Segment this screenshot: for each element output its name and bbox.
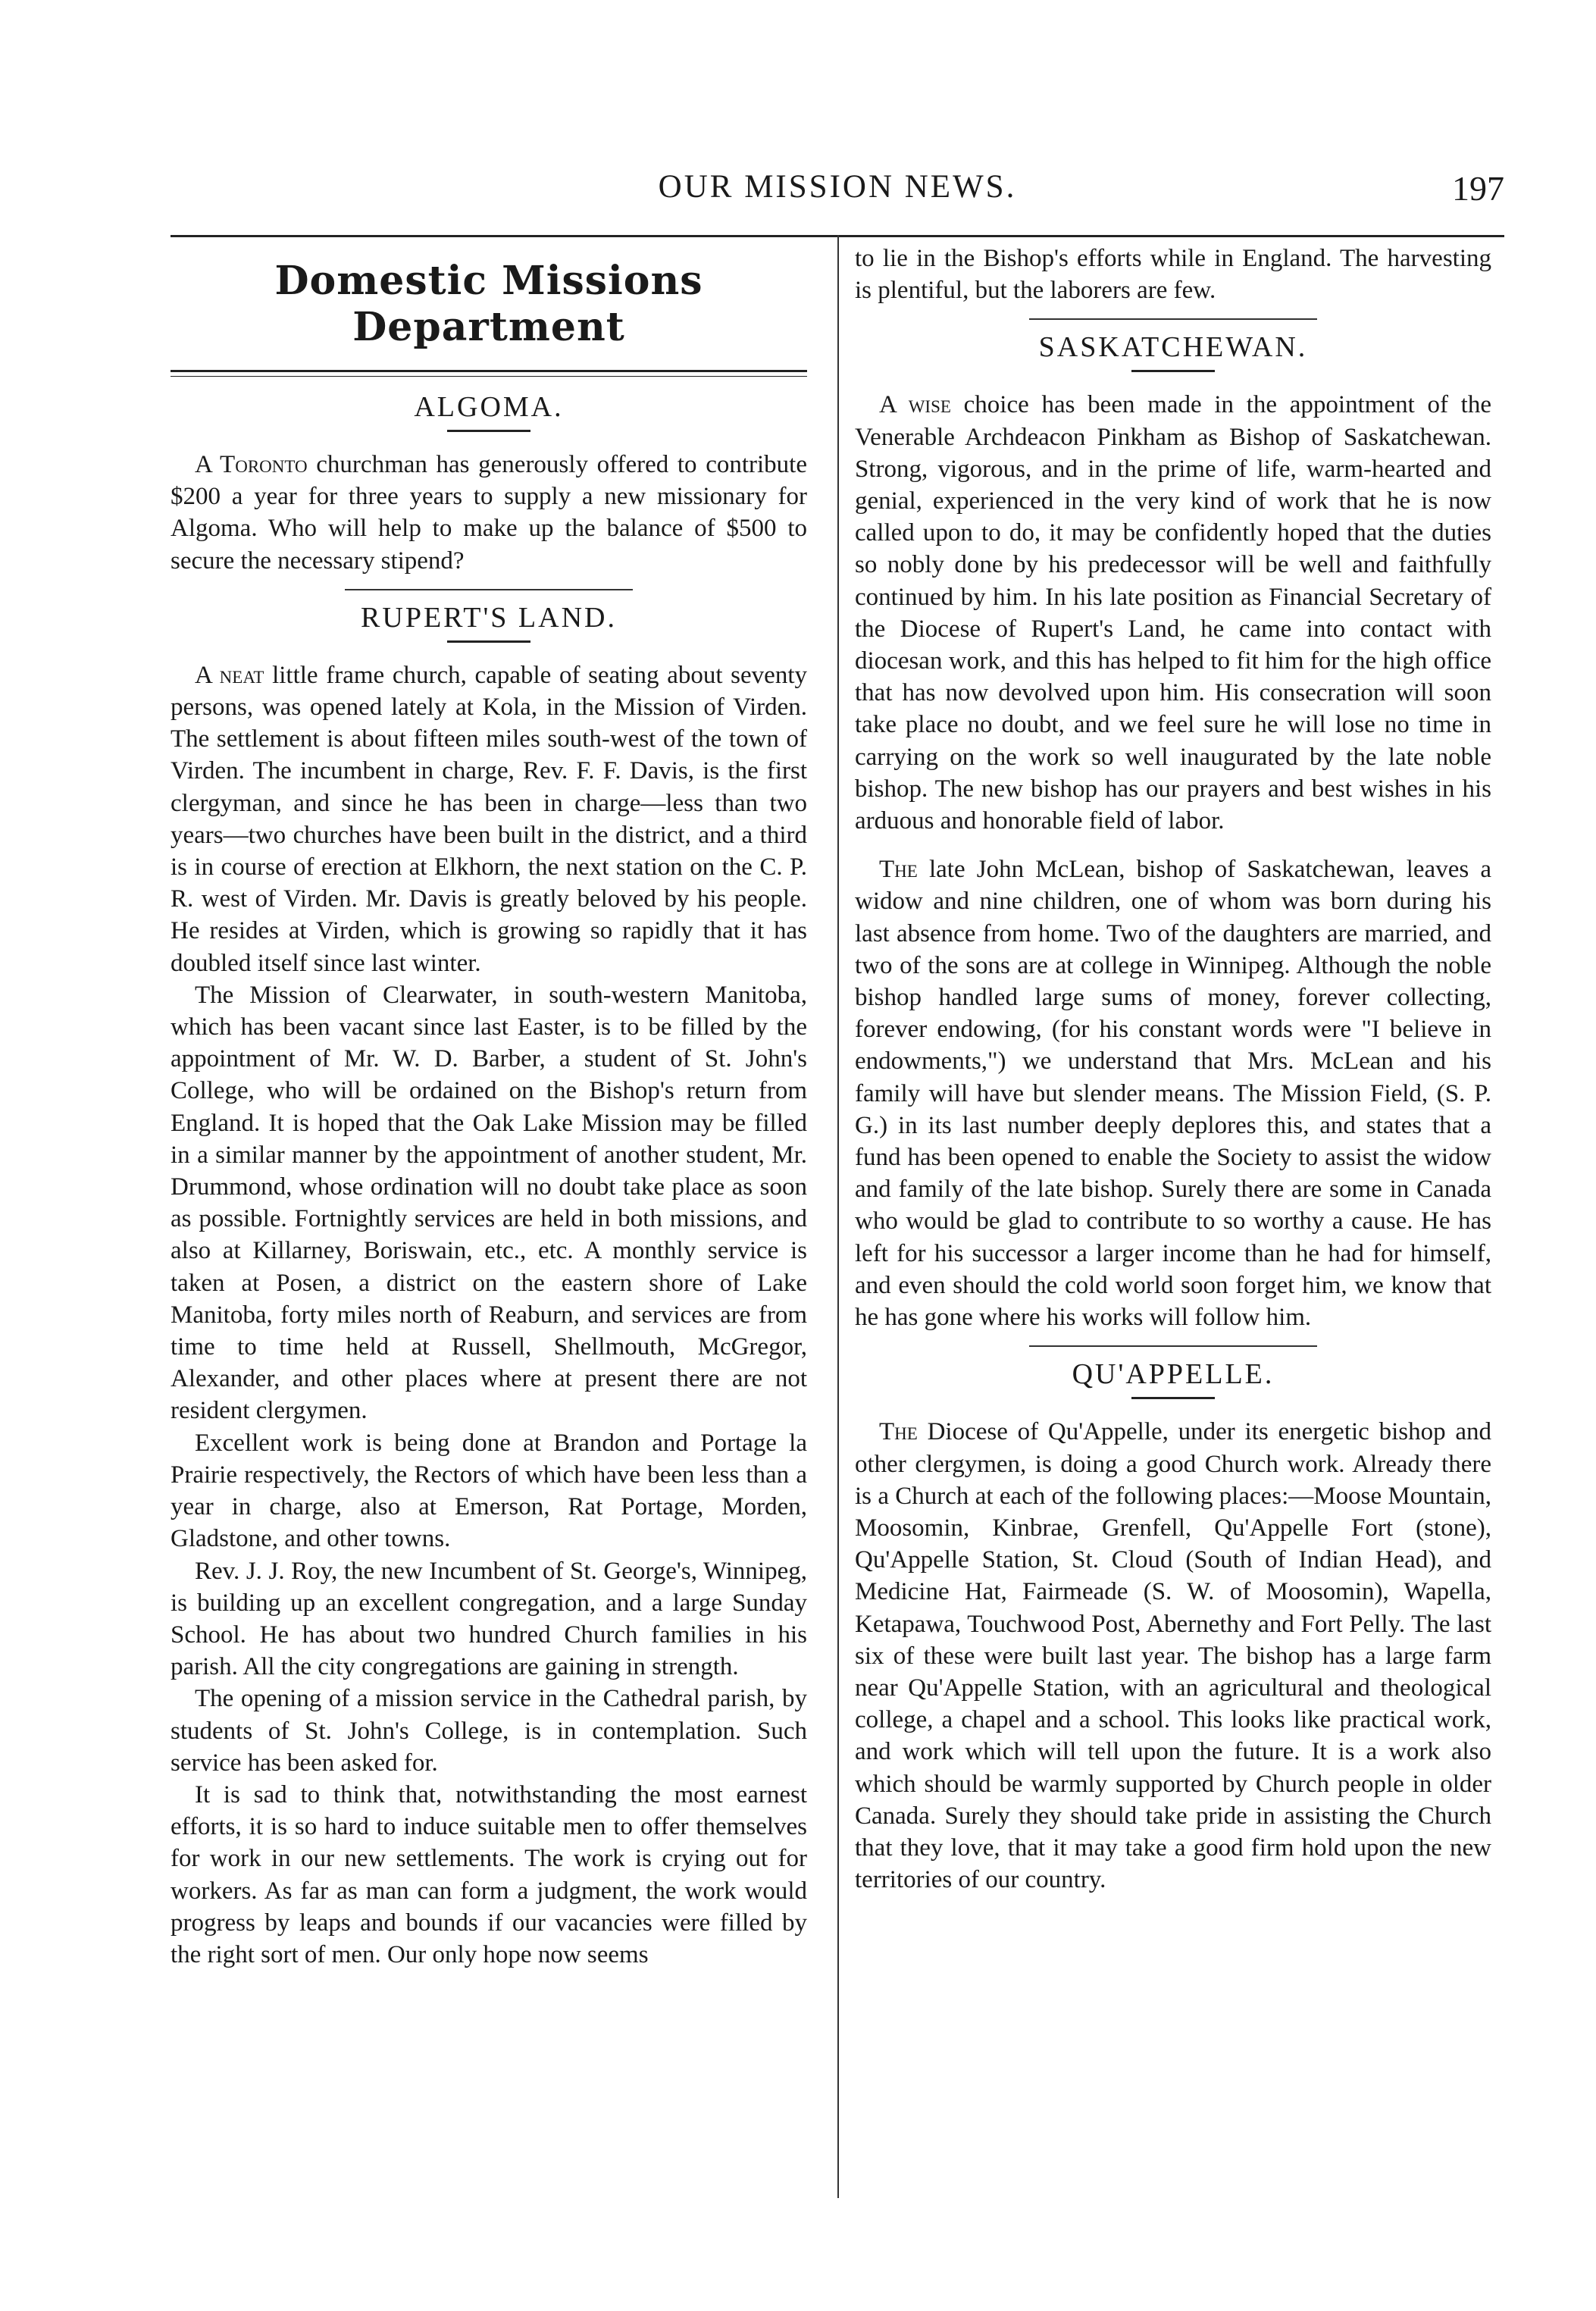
lead-words: A wise bbox=[879, 391, 951, 419]
paragraph-ruperts-land-3: Excellent work is being done at Brandon and Portage la Prairie respectively, the Rectors of which have been less than a year in charge, also at Emerson, Rat Portage, Morden, Gladstone, and other towns. bbox=[171, 1429, 807, 1553]
paragraph-ruperts-land-5: The opening of a mission service in the Cathedral parish, by students of St. John's College, is in contemplation. Such service has been asked for. bbox=[171, 1685, 807, 1777]
paragraph-ruperts-land-1 bbox=[171, 659, 807, 979]
paragraph-text: choice has been made in the appointment of the Venerable Archdeacon Pinkham as Bishop of Saskatchewan. Strong, vigorous, and in the prime of life, warm-hearted and genial, experienced in the very kind of work that he is now called upon to do, it may be confidently hoped that the duties so nobly done by his predecessor will be well and faithfully continued by him. In his late position as Financial Secretary of the Diocese of Rupert's Land, he came into contact with diocesan work, and this has helped to fit him for the high office that has now devolved upon him. His consecration will soon take place no doubt, and we feel sure he will lose no time in carrying on the work so well inaugurated by the late noble bishop. The new bishop has our prayers and best wishes in his arduous and honorable field of labor. bbox=[855, 391, 1491, 835]
paragraph-text: churchman has generously offered to contribute $200 a year for three years to supply a new missionary for Algoma. Who will help to make up the balance of $500 to secure the necessary stipend? bbox=[171, 451, 807, 575]
section-rule bbox=[447, 430, 530, 432]
paragraph-ruperts-land-4: Rev. J. J. Roy, the new Incumbent of St. George's, Winnipeg, is building up an excellent congregation, and a large Sunday School. He has about two hundred Church families in his parish. All the city congregations are gaining in strength. bbox=[171, 1557, 807, 1681]
paragraph-ruperts-land-2: The Mission of Clearwater, in south-western Manitoba, which has been vacant since last Easter, is to be filled by the appointment of Mr. W. D. Barber, a student of St. John's College, who will be ordained on the Bishop's return from England. It is hoped that the Oak Lake Mission may be filled in a similar manner by the appointment of another student, Mr. Drummond, whose ordination will no doubt take place as soon as possible. Fortnightly services are held in both missions, and also at Killarney, Boriswain, etc., etc. A monthly service is taken at Posen, a district on the eastern shore of Lake Manitoba, forty miles north of Reaburn, and services are from time to time held at Russell, Shellmouth, McGregor, Alexander, and other places where at present there are not resident clergymen. bbox=[171, 981, 807, 1425]
paragraph-ruperts-land-6: It is sad to think that, notwithstanding the most earnest efforts, it is so hard to induce suitable men to offer themselves for work in our new settlements. The work is crying out for workers. As far as man can form a judgment, the work would progress by leaps and bounds if our vacancies were filled by the right sort of men. Our only hope now seems bbox=[171, 1780, 807, 1968]
paragraph-algoma bbox=[171, 449, 807, 577]
lead-words: A Toronto bbox=[195, 451, 308, 478]
section-rule bbox=[447, 640, 530, 643]
section-separator bbox=[1029, 318, 1317, 320]
section-title-ruperts-land: RUPERT'S LAND. bbox=[361, 601, 617, 634]
lead-words: The bbox=[879, 856, 918, 884]
paragraph-saskatchewan-1 bbox=[855, 389, 1491, 837]
section-separator bbox=[1029, 1345, 1317, 1347]
paragraph-saskatchewan-2 bbox=[855, 853, 1491, 1333]
paragraph-quappelle-1 bbox=[855, 1416, 1491, 1896]
page-number: 197 bbox=[1452, 169, 1504, 208]
section-separator bbox=[345, 589, 633, 590]
right-column bbox=[855, 243, 1491, 1896]
lead-words: The bbox=[879, 1418, 918, 1446]
running-head bbox=[171, 168, 1504, 214]
paragraph-continuation: to lie in the Bishop's efforts while in England. The harvesting is plentiful, but the laborers are few. bbox=[855, 245, 1491, 305]
section-rule bbox=[1131, 1397, 1215, 1399]
department-heading: Domestic Missions Department bbox=[274, 258, 703, 350]
paragraph-text: Diocese of Qu'Appelle, under its energetic bishop and other clergymen, is doing a good Church work. Already there is a Church at each of the following places:—Moose Mountain, Moosomin, Kinbrae, Grenfell, Qu'Appelle Fort (stone), Qu'Appelle Station, St. Cloud (South of Indian Head), and Medicine Hat, Fairmeade (S. W. of Moosomin), Wapella, Ketapawa, Touchwood Post, Abernethy and Fort Pelly. The last six of these were built last year. The bishop has a large farm near Qu'Appelle Station, with an agricultural and theological college, a chapel and a school. This looks like practical work, and work which will tell upon the future. It is a work also which should be warmly supported by Church people in older Canada. Surely they should take pride in assisting the Church that they love, that it may take a good firm hold upon the new territories of our country. bbox=[855, 1418, 1491, 1894]
section-title-quappelle: QU'APPELLE. bbox=[1072, 1358, 1275, 1391]
paragraph-gap bbox=[855, 837, 1491, 853]
section-title-algoma: ALGOMA. bbox=[414, 391, 564, 423]
left-column bbox=[171, 243, 807, 1971]
publication-title: OUR MISSION NEWS. bbox=[658, 169, 1017, 205]
paragraph-text: little frame church, capable of seating about seventy persons, was opened lately at Kola, in the Mission of Virden. The settlement is about fifteen miles south-west of the town of Virden. The incumbent in charge, Rev. F. F. Davis, is the first clergyman, and since he has been in charge—less than two years—two churches have been built in the district, and a third is in course of erection at Elkhorn, the next station on the C. P. R. west of Virden. Mr. Davis is greatly beloved by his people. He resides at Virden, which is growing so rapidly that it has doubled itself since last winter. bbox=[171, 661, 807, 977]
section-rule bbox=[1131, 370, 1215, 372]
column-divider bbox=[837, 235, 839, 2198]
paragraph-text: late John McLean, bishop of Saskatchewan, leaves a widow and nine children, one of whom was born during his last absence from home. Two of the daughters are married, and two of the sons are at college in Winnipeg. Although the noble bishop handled large sums of money, forever collecting, forever endowing, (for his constant words were "I believe in endowments,") we understand that Mrs. McLean and his family will have but slender means. The Mission Field, (S. P. G.) in its last number deeply deplores this, and states that a fund has been opened to enable the Society to assist the widow and family of the late bishop. Surely there are some in Canada who would be glad to contribute to so worthy a cause. He has left for his successor a larger income than he had for himself, and even should the cold world soon forget him, we know that he has gone where his works will follow him. bbox=[855, 856, 1491, 1332]
lead-words: A neat bbox=[195, 661, 264, 689]
section-title-saskatchewan: SASKATCHEWAN. bbox=[1038, 331, 1308, 364]
department-rule bbox=[171, 370, 807, 377]
